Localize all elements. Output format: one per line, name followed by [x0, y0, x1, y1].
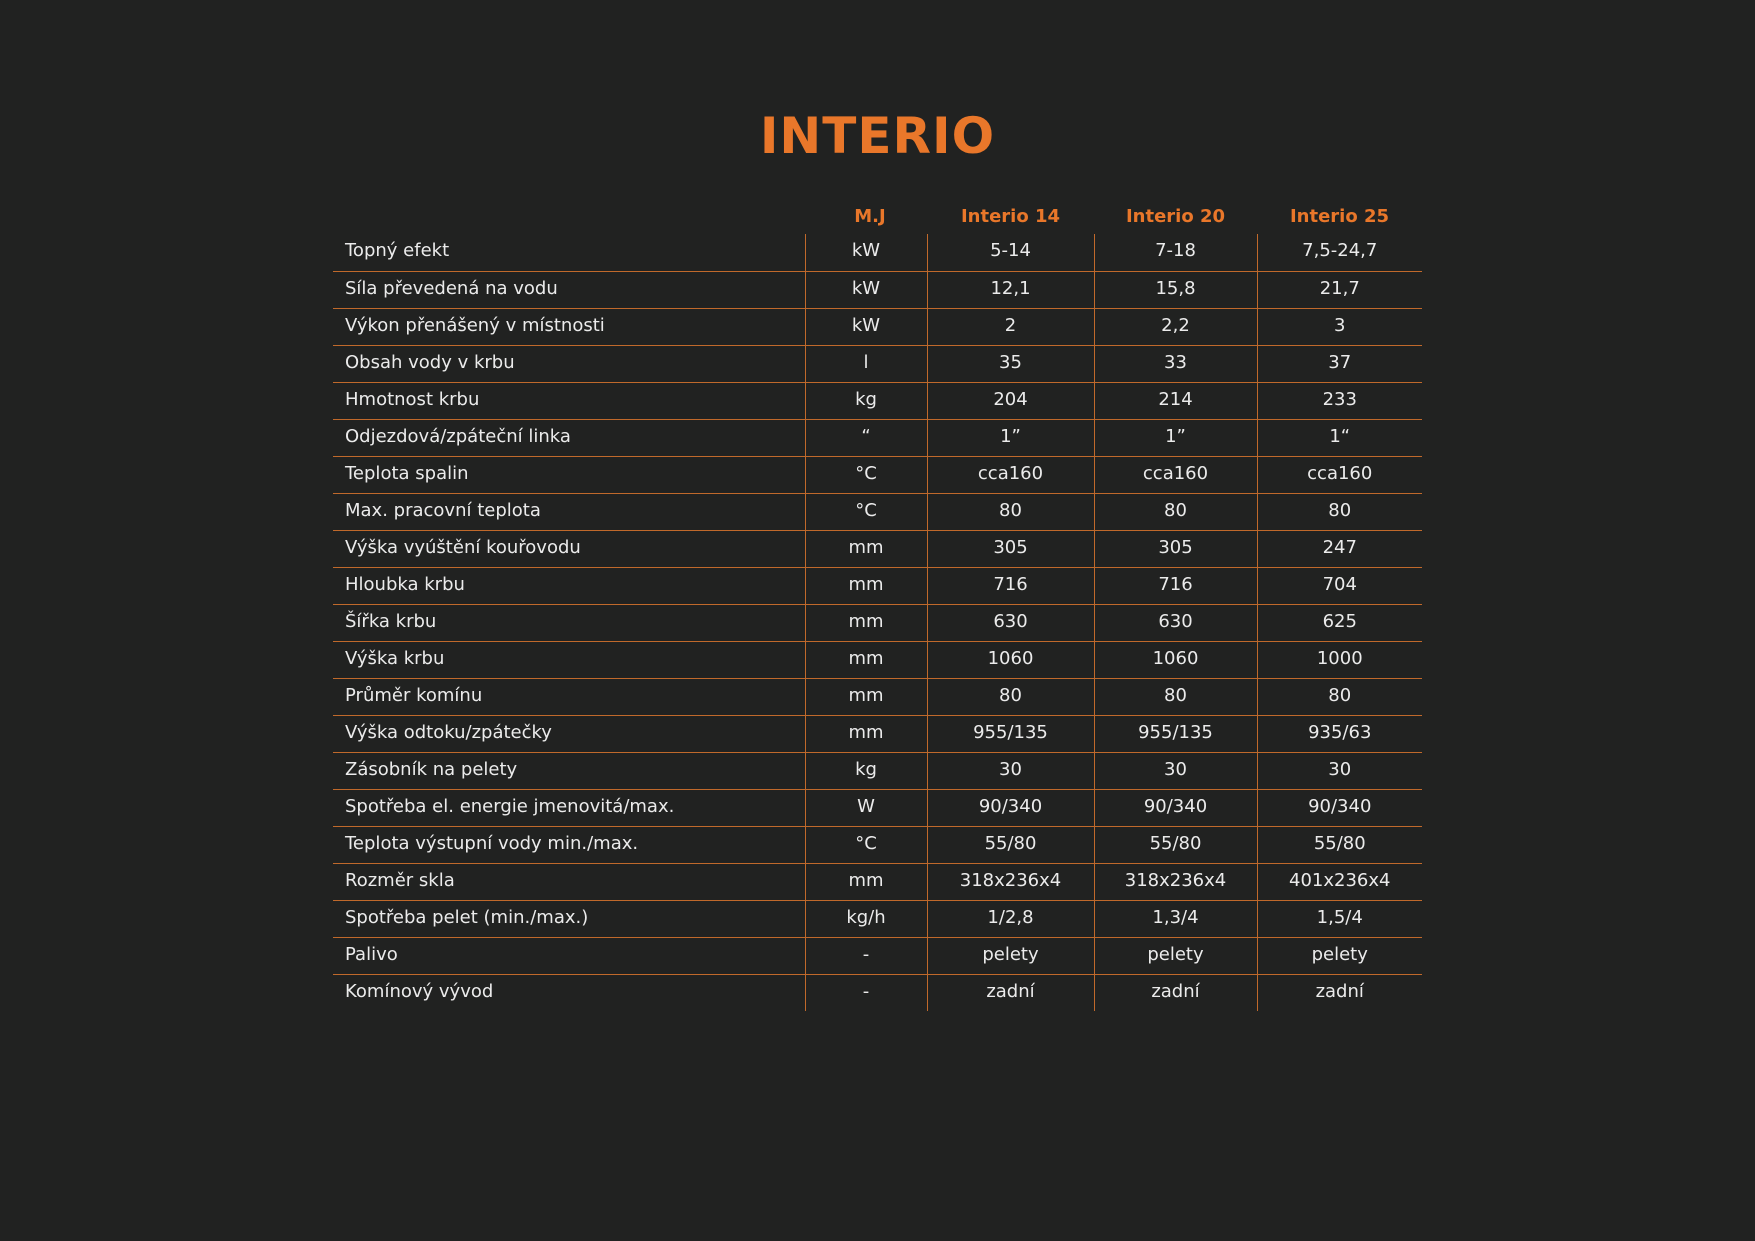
row-value-model-1: 716	[927, 567, 1094, 604]
row-value-model-1: cca160	[927, 456, 1094, 493]
row-label: Komínový vývod	[333, 974, 805, 1011]
row-value-model-1: 955/135	[927, 715, 1094, 752]
row-value-model-2: 1,3/4	[1094, 900, 1257, 937]
row-value-model-3: 3	[1257, 308, 1422, 345]
row-value-model-3: 1,5/4	[1257, 900, 1422, 937]
row-value-model-1: 80	[927, 678, 1094, 715]
row-value-model-2: 318x236x4	[1094, 863, 1257, 900]
row-unit: mm	[805, 678, 927, 715]
row-value-model-2: 55/80	[1094, 826, 1257, 863]
row-unit: mm	[805, 567, 927, 604]
row-value-model-1: 1”	[927, 419, 1094, 456]
row-value-model-3: 80	[1257, 678, 1422, 715]
row-unit: -	[805, 974, 927, 1011]
row-value-model-3: pelety	[1257, 937, 1422, 974]
table-row	[333, 641, 1422, 678]
row-value-model-2: 1”	[1094, 419, 1257, 456]
row-label: Výška krbu	[333, 641, 805, 678]
row-unit: kg	[805, 382, 927, 419]
table-row	[333, 567, 1422, 604]
row-value-model-2: 80	[1094, 678, 1257, 715]
row-label: Max. pracovní teplota	[333, 493, 805, 530]
table-row	[333, 271, 1422, 308]
row-label: Zásobník na pelety	[333, 752, 805, 789]
table-row	[333, 345, 1422, 382]
row-value-model-3: 247	[1257, 530, 1422, 567]
row-unit: “	[805, 419, 927, 456]
row-value-model-2: 630	[1094, 604, 1257, 641]
row-value-model-3: 30	[1257, 752, 1422, 789]
table-body	[333, 234, 1422, 1011]
row-value-model-2: pelety	[1094, 937, 1257, 974]
table-header-row	[333, 198, 1422, 234]
row-unit: kW	[805, 234, 927, 271]
row-value-model-1: 35	[927, 345, 1094, 382]
table-row	[333, 974, 1422, 1011]
row-unit: mm	[805, 641, 927, 678]
row-value-model-3: 233	[1257, 382, 1422, 419]
row-value-model-1: 12,1	[927, 271, 1094, 308]
table-row	[333, 530, 1422, 567]
row-value-model-2: 30	[1094, 752, 1257, 789]
table-row	[333, 678, 1422, 715]
table-row	[333, 604, 1422, 641]
row-value-model-1: 80	[927, 493, 1094, 530]
row-value-model-2: 2,2	[1094, 308, 1257, 345]
row-unit: °C	[805, 493, 927, 530]
row-label: Výkon přenášený v místnosti	[333, 308, 805, 345]
header-model-2: Interio 20	[1125, 205, 1226, 227]
row-label: Hmotnost krbu	[333, 382, 805, 419]
table-row	[333, 715, 1422, 752]
row-label: Teplota výstupní vody min./max.	[333, 826, 805, 863]
header-blank	[333, 198, 805, 234]
row-unit: °C	[805, 826, 927, 863]
row-label: Odjezdová/zpáteční linka	[333, 419, 805, 456]
row-value-model-3: 401x236x4	[1257, 863, 1422, 900]
row-value-model-1: 5-14	[927, 234, 1094, 271]
row-value-model-2: 1060	[1094, 641, 1257, 678]
row-value-model-2: 90/340	[1094, 789, 1257, 826]
row-value-model-1: 1060	[927, 641, 1094, 678]
row-value-model-2: 15,8	[1094, 271, 1257, 308]
row-value-model-1: zadní	[927, 974, 1094, 1011]
page-title: INTERIO	[759, 106, 996, 165]
row-value-model-1: 630	[927, 604, 1094, 641]
row-unit: l	[805, 345, 927, 382]
table-row	[333, 937, 1422, 974]
row-label: Výška odtoku/zpátečky	[333, 715, 805, 752]
spec-table	[333, 198, 1422, 1011]
row-value-model-3: 1000	[1257, 641, 1422, 678]
row-value-model-3: 935/63	[1257, 715, 1422, 752]
table-row	[333, 900, 1422, 937]
row-unit: mm	[805, 530, 927, 567]
header-unit: M.J	[854, 205, 886, 227]
table-row	[333, 419, 1422, 456]
row-value-model-3: cca160	[1257, 456, 1422, 493]
header-model-3: Interio 25	[1289, 205, 1390, 227]
row-value-model-3: 80	[1257, 493, 1422, 530]
row-label: Průměr komínu	[333, 678, 805, 715]
row-unit: kW	[805, 271, 927, 308]
row-value-model-2: zadní	[1094, 974, 1257, 1011]
row-value-model-1: 2	[927, 308, 1094, 345]
row-value-model-3: 625	[1257, 604, 1422, 641]
row-label: Obsah vody v krbu	[333, 345, 805, 382]
table-row	[333, 493, 1422, 530]
row-value-model-1: 318x236x4	[927, 863, 1094, 900]
row-unit: mm	[805, 604, 927, 641]
row-unit: W	[805, 789, 927, 826]
row-label: Teplota spalin	[333, 456, 805, 493]
row-label: Hloubka krbu	[333, 567, 805, 604]
row-unit: mm	[805, 715, 927, 752]
row-value-model-1: 305	[927, 530, 1094, 567]
row-value-model-2: 7-18	[1094, 234, 1257, 271]
row-value-model-1: 30	[927, 752, 1094, 789]
row-value-model-1: pelety	[927, 937, 1094, 974]
row-label: Šířka krbu	[333, 604, 805, 641]
row-label: Síla převedená na vodu	[333, 271, 805, 308]
table-row	[333, 863, 1422, 900]
row-label: Výška vyúštění kouřovodu	[333, 530, 805, 567]
row-label: Topný efekt	[345, 240, 450, 261]
row-unit: kg	[805, 752, 927, 789]
row-value-model-3: 55/80	[1257, 826, 1422, 863]
row-value-model-1: 55/80	[927, 826, 1094, 863]
row-value-model-2: 716	[1094, 567, 1257, 604]
row-value-model-1: 90/340	[927, 789, 1094, 826]
header-model-1: Interio 14	[960, 205, 1061, 227]
row-value-model-3: 21,7	[1257, 271, 1422, 308]
table-row	[333, 789, 1422, 826]
row-unit: °C	[805, 456, 927, 493]
row-label: Palivo	[333, 937, 805, 974]
row-value-model-3: 1“	[1257, 419, 1422, 456]
row-value-model-2: 214	[1094, 382, 1257, 419]
row-value-model-2: 955/135	[1094, 715, 1257, 752]
row-label: Spotřeba el. energie jmenovitá/max.	[333, 789, 805, 826]
row-label: Rozměr skla	[333, 863, 805, 900]
row-label: Spotřeba pelet (min./max.)	[333, 900, 805, 937]
table-row	[333, 826, 1422, 863]
row-value-model-2: 80	[1094, 493, 1257, 530]
row-value-model-3: 7,5-24,7	[1257, 234, 1422, 271]
row-value-model-2: cca160	[1094, 456, 1257, 493]
row-value-model-3: 704	[1257, 567, 1422, 604]
table-row	[333, 752, 1422, 789]
row-value-model-3: 37	[1257, 345, 1422, 382]
row-unit: mm	[805, 863, 927, 900]
row-value-model-3: 90/340	[1257, 789, 1422, 826]
row-value-model-2: 305	[1094, 530, 1257, 567]
row-value-model-1: 1/2,8	[927, 900, 1094, 937]
table-row	[333, 456, 1422, 493]
table-row	[333, 308, 1422, 345]
row-value-model-3: zadní	[1257, 974, 1422, 1011]
table-row	[333, 382, 1422, 419]
row-value-model-1: 204	[927, 382, 1094, 419]
table-row	[333, 234, 1422, 271]
row-unit: -	[805, 937, 927, 974]
row-unit: kW	[805, 308, 927, 345]
row-value-model-2: 33	[1094, 345, 1257, 382]
row-unit: kg/h	[805, 900, 927, 937]
